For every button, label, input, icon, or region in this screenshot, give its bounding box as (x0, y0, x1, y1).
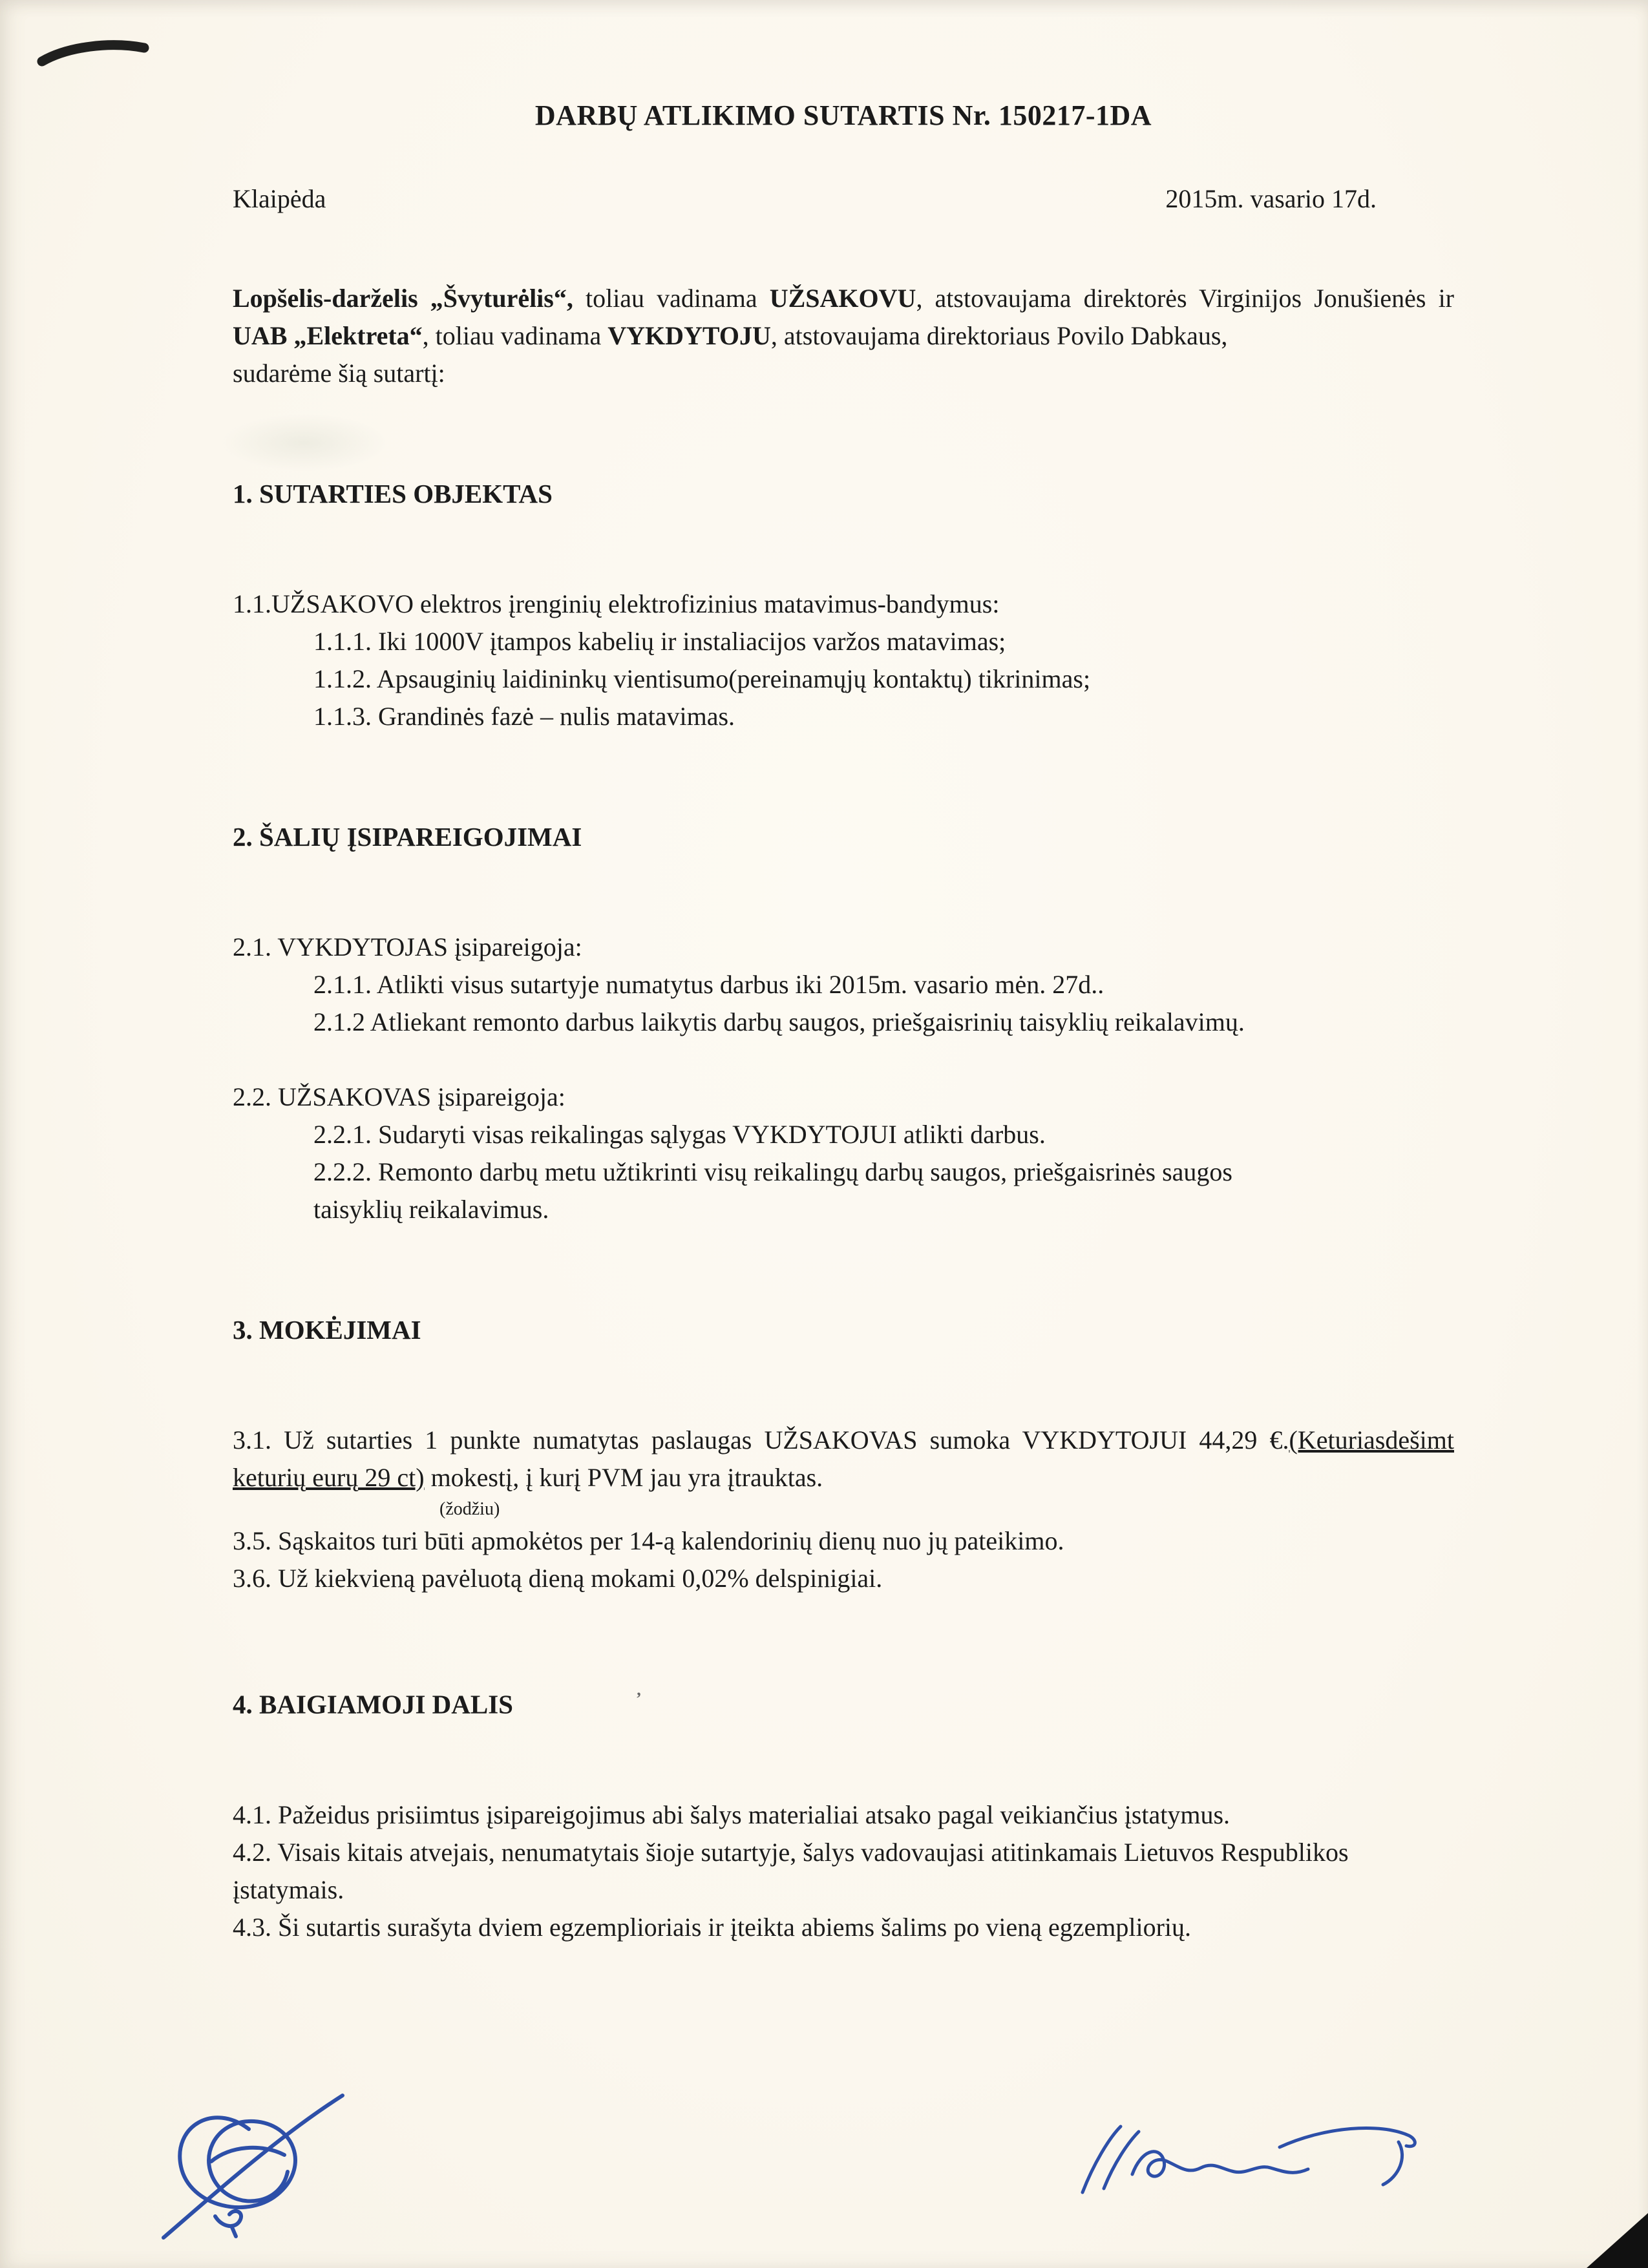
contractor-obligations-block (233, 929, 1454, 1041)
clause-4-2: 4.2. Visais kitais atvejais, nenumatytais šioje sutartyje, šalys vadovaujasi atitinkamais Lietuvos Respublikos įstatymais. (233, 1837, 1349, 1904)
intro-text-3: , atstovaujama direktorės Virginijos Jonušienės ir (916, 284, 1454, 313)
section-4-heading (233, 1681, 1454, 1722)
place-date-row (233, 180, 1454, 218)
intro-text-1: toliau vadinama (573, 284, 770, 313)
signature-left-icon (152, 2084, 352, 2245)
section-3-heading: 3. MOKĖJIMAI (233, 1315, 421, 1345)
scan-artifact-mark: ʼ (635, 1689, 642, 1708)
section-4-heading-text: 4. BAIGIAMOJI DALIS (233, 1689, 513, 1719)
amount-in-words: (Keturiasdešimt keturių eurų 29 ct) (233, 1425, 1454, 1492)
date-label: 2015m. vasario 17d. (1165, 184, 1377, 213)
clause-1-1-3: 1.1.3. Grandinės fazė – nulis matavimas. (313, 702, 735, 731)
customer-role: UŽSAKOVU (769, 284, 916, 313)
intro-closing: sudarėme šią sutartį: (233, 359, 445, 388)
place-label: Klaipėda (233, 184, 326, 213)
clause-3-5: 3.5. Sąskaitos turi būti apmokėtos per 14-ą kalendorinių dienų nuo jų pateikimo. (233, 1526, 1064, 1555)
clause-3-1-text: 3.1. Už sutarties 1 punkte numatytas paslaugas UŽSAKOVAS sumoka VYKDYTOJUI 44,29 €. (233, 1425, 1289, 1454)
section-4-paragraphs (233, 1796, 1454, 1946)
section-1-subclauses (233, 623, 1454, 735)
clause-1-1-2: 1.1.2. Apsauginių laidininkų vientisumo(pereinamųjų kontaktų) tikrinimas; (313, 664, 1091, 693)
contractor-role: VYKDYTOJU (607, 321, 771, 350)
clause-1-1: 1.1.UŽSAKOVO elektros įrenginių elektrofizinius matavimus-bandymus: (233, 589, 1000, 618)
clause-2-1-2: 2.1.2 Atliekant remonto darbus laikytis darbų saugos, priešgaisrinių taisyklių reikalavimų. (313, 1007, 1245, 1036)
customer-obligations-block (233, 1078, 1454, 1228)
section-2-1-subclauses (233, 966, 1454, 1041)
clause-2-2-1: 2.2.1. Sudaryti visas reikalingas sąlygas VYKDYTOJUI atlikti darbus. (313, 1120, 1046, 1149)
clause-3-6: 3.6. Už kiekvieną pavėluotą dieną mokami 0,02% delspinigiai. (233, 1564, 883, 1593)
clause-2-2: 2.2. UŽSAKOVAS įsipareigoja: (233, 1082, 565, 1111)
section-2-heading: 2. ŠALIŲ ĮSIPAREIGOJIMAI (233, 822, 582, 852)
contractor-name: UAB „Elektreta“ (233, 321, 423, 350)
clause-2-1: 2.1. VYKDYTOJAS įsipareigoja: (233, 932, 582, 961)
signature-right-icon (1066, 2110, 1435, 2213)
section-1-heading: 1. SUTARTIES OBJEKTAS (233, 479, 553, 509)
clause-3-1 (233, 1422, 1454, 1496)
section-2-2-subclauses (233, 1116, 1454, 1228)
document-title: DARBŲ ATLIKIMO SUTARTIS Nr. 150217-1DA (534, 100, 1152, 131)
intro-paragraph (233, 280, 1454, 355)
corner-fold-mark (1587, 2213, 1648, 2268)
in-words-note: (žodžiu) (439, 1499, 500, 1519)
intro-text-5: , toliau vadinama (422, 321, 608, 350)
intro-text-7: , atstovaujama direktoriaus Povilo Dabkaus, (770, 321, 1228, 350)
clause-2-2-2: 2.2.2. Remonto darbų metu užtikrinti visų reikalingų darbų saugos, priešgaisrinės saugos taisyklių reikalavimus. (313, 1157, 1232, 1224)
customer-name: Lopšelis-darželis „Švyturėlis“, (233, 284, 573, 313)
clause-3-1-tail: mokestį, į kurį PVM jau yra įtrauktas. (424, 1463, 823, 1492)
clause-4-1: 4.1. Pažeidus prisiimtus įsipareigojimus abi šalys materialiai atsako pagal veikiančius įstatymus. (233, 1800, 1231, 1829)
clause-2-1-1: 2.1.1. Atlikti visus sutartyje numatytus darbus iki 2015m. vasario mėn. 27d.. (313, 970, 1104, 999)
clause-1-1-1: 1.1.1. Iki 1000V įtampos kabelių ir instaliacijos varžos matavimas; (313, 627, 1006, 656)
clause-4-3: 4.3. Ši sutartis surašyta dviem egzemplioriais ir įteikta abiems šalims po vieną egzempliorių. (233, 1912, 1192, 1942)
